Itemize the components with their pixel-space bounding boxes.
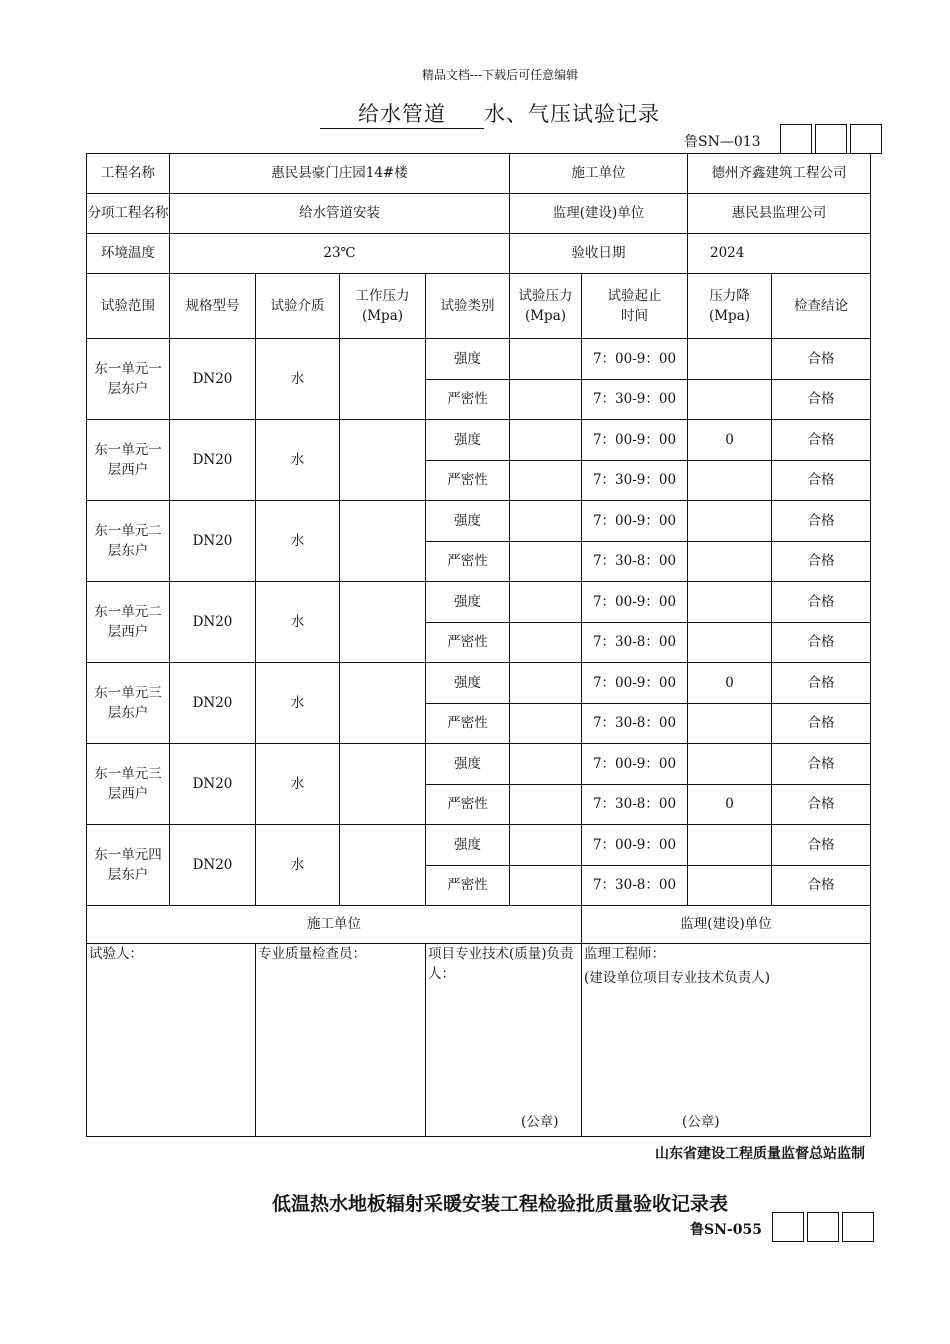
medium-cell: 水: [256, 582, 340, 663]
sub-project-label: 分项工程名称: [87, 194, 170, 234]
time-cell: 7：30-8：00: [582, 541, 688, 582]
next-code-box-2: [807, 1212, 839, 1242]
col-time-label: 试验起止: [607, 287, 662, 304]
constructor: 德州齐鑫建筑工程公司: [688, 154, 871, 194]
range-cell: [87, 420, 170, 501]
type-cell: 严密性: [426, 703, 510, 744]
table-row: [87, 501, 871, 542]
col-test-pressure-label: 试验压力: [518, 287, 573, 304]
col-drop-unit: (Mpa): [708, 308, 751, 324]
range-cell: [87, 663, 170, 744]
range-line-1: 东一单元三: [94, 765, 162, 782]
range-cell: [87, 825, 170, 906]
drop-cell: 0: [688, 784, 772, 825]
tester-cell: [87, 944, 256, 1137]
spec-cell: DN20: [170, 501, 256, 582]
range-line-2: 层西户: [107, 624, 149, 640]
col-type: 试验类别: [426, 274, 510, 339]
drop-cell: [688, 744, 772, 785]
drop-cell: 0: [688, 420, 772, 461]
time-cell: 7：30-8：00: [582, 784, 688, 825]
type-cell: 强度: [426, 663, 510, 704]
time-cell: 7：30-9：00: [582, 379, 688, 420]
drop-cell: [688, 501, 772, 542]
result-cell: 合格: [772, 622, 871, 663]
col-test-pressure-unit: (Mpa): [524, 308, 567, 324]
form-title: [320, 98, 660, 129]
range-line-1: 东一单元二: [94, 522, 162, 539]
test-pressure-cell: [510, 379, 582, 420]
result-cell: 合格: [772, 379, 871, 420]
tech-lead-label: 项目专业技术(质量)负责人：: [428, 946, 574, 983]
range-line-1: 东一单元一: [94, 441, 162, 458]
spec-cell: DN20: [170, 663, 256, 744]
supervision-unit-label: 监理(建设)单位: [582, 906, 871, 944]
range-cell: [87, 744, 170, 825]
time-cell: 7：30-8：00: [582, 622, 688, 663]
type-cell: 严密性: [426, 865, 510, 906]
spec-cell: DN20: [170, 582, 256, 663]
col-test-pressure: [510, 274, 582, 339]
result-cell: 合格: [772, 420, 871, 461]
medium-cell: 水: [256, 825, 340, 906]
medium-cell: 水: [256, 744, 340, 825]
test-pressure-cell: [510, 582, 582, 623]
range-line-1: 东一单元二: [94, 603, 162, 620]
header-note: 精品文档---下载后可任意编辑: [421, 68, 579, 82]
type-cell: 严密性: [426, 541, 510, 582]
result-cell: 合格: [772, 339, 871, 380]
temp: 23℃: [170, 234, 510, 274]
col-work-pressure-unit: (Mpa): [361, 308, 404, 324]
work-pressure-cell: [340, 825, 426, 906]
date: 2024: [688, 234, 871, 274]
col-drop-label: 压力降: [709, 287, 750, 304]
type-cell: 严密性: [426, 784, 510, 825]
temp-label: 环境温度: [87, 234, 170, 274]
test-record-table: [86, 153, 871, 1137]
time-cell: 7：30-9：00: [582, 460, 688, 501]
test-pressure-cell: [510, 501, 582, 542]
time-cell: 7：00-9：00: [582, 663, 688, 704]
spec-cell: DN20: [170, 825, 256, 906]
test-pressure-cell: [510, 744, 582, 785]
tech-lead-cell: [426, 944, 582, 1137]
table-row: [87, 825, 871, 866]
test-pressure-cell: [510, 825, 582, 866]
work-pressure-cell: [340, 339, 426, 420]
range-line-2: 层东户: [107, 705, 149, 721]
sub-project: 给水管道安装: [170, 194, 510, 234]
work-pressure-cell: [340, 501, 426, 582]
result-cell: 合格: [772, 784, 871, 825]
time-cell: 7：30-8：00: [582, 865, 688, 906]
type-cell: 强度: [426, 501, 510, 542]
drop-cell: [688, 582, 772, 623]
col-work-pressure: [340, 274, 426, 339]
issuing-org: 山东省建设工程质量监督总站监制: [655, 1146, 865, 1162]
drop-cell: 0: [688, 663, 772, 704]
range-line-2: 层西户: [107, 462, 149, 478]
test-pressure-cell: [510, 663, 582, 704]
spec-cell: DN20: [170, 420, 256, 501]
result-cell: 合格: [772, 541, 871, 582]
code-box-3: [850, 124, 882, 154]
col-range: 试验范围: [87, 274, 170, 339]
table-row: [87, 582, 871, 623]
next-code-box-1: [772, 1212, 804, 1242]
result-cell: 合格: [772, 744, 871, 785]
time-cell: 7：00-9：00: [582, 501, 688, 542]
title-suffix: 水、气压试验记录: [484, 102, 660, 126]
test-pressure-cell: [510, 865, 582, 906]
inspector-cell: [256, 944, 426, 1137]
work-pressure-cell: [340, 582, 426, 663]
result-cell: 合格: [772, 501, 871, 542]
next-form-code: 鲁SN-055: [690, 1222, 762, 1238]
range-line-1: 东一单元四: [94, 846, 162, 863]
drop-cell: [688, 541, 772, 582]
col-result: 检查结论: [772, 274, 871, 339]
code-box-2: [815, 124, 847, 154]
range-cell: [87, 582, 170, 663]
title-blank: 给水管道: [320, 98, 484, 129]
range-line-1: 东一单元三: [94, 684, 162, 701]
time-cell: 7：00-9：00: [582, 420, 688, 461]
type-cell: 严密性: [426, 460, 510, 501]
range-line-2: 层东户: [107, 381, 149, 397]
supervisor-engineer-cell: [582, 944, 871, 1137]
inspector-label: 专业质量检查员：: [258, 946, 366, 962]
col-work-pressure-label: 工作压力: [355, 287, 410, 304]
drop-cell: [688, 339, 772, 380]
col-time: [582, 274, 688, 339]
range-cell: [87, 501, 170, 582]
type-cell: 强度: [426, 420, 510, 461]
range-line-2: 层东户: [107, 867, 149, 883]
tester-label: 试验人：: [89, 946, 143, 962]
next-form-title: 低温热水地板辐射采暖安装工程检验批质量验收记录表: [271, 1193, 728, 1215]
project-name-label: 工程名称: [87, 154, 170, 194]
form-code: 鲁SN—013: [684, 134, 761, 150]
range-line-2: 层西户: [107, 786, 149, 802]
result-cell: 合格: [772, 703, 871, 744]
work-pressure-cell: [340, 663, 426, 744]
table-row: [87, 339, 871, 380]
time-cell: 7：00-9：00: [582, 582, 688, 623]
code-box-1: [780, 124, 812, 154]
supervisor-label: 监理(建设)单位: [510, 194, 688, 234]
medium-cell: 水: [256, 663, 340, 744]
project-name: 惠民县豪门庄园14#楼: [170, 154, 510, 194]
table-row: [87, 744, 871, 785]
result-cell: 合格: [772, 825, 871, 866]
col-medium: 试验介质: [256, 274, 340, 339]
medium-cell: 水: [256, 501, 340, 582]
test-pressure-cell: [510, 703, 582, 744]
drop-cell: [688, 825, 772, 866]
test-pressure-cell: [510, 460, 582, 501]
table-row: [87, 420, 871, 461]
test-pressure-cell: [510, 541, 582, 582]
col-time-label-2: 时间: [621, 308, 648, 324]
result-cell: 合格: [772, 663, 871, 704]
result-cell: 合格: [772, 865, 871, 906]
type-cell: 严密性: [426, 622, 510, 663]
date-label: 验收日期: [510, 234, 688, 274]
range-cell: [87, 339, 170, 420]
test-pressure-cell: [510, 420, 582, 461]
test-pressure-cell: [510, 784, 582, 825]
range-line-2: 层东户: [107, 543, 149, 559]
range-line-1: 东一单元一: [94, 360, 162, 377]
time-cell: 7：00-9：00: [582, 825, 688, 866]
work-pressure-cell: [340, 744, 426, 825]
time-cell: 7：00-9：00: [582, 339, 688, 380]
drop-cell: [688, 460, 772, 501]
time-cell: 7：30-8：00: [582, 703, 688, 744]
spec-cell: DN20: [170, 744, 256, 825]
construction-unit-label: 施工单位: [87, 906, 582, 944]
builder-tech-label: (建设单位项目专业技术负责人): [584, 970, 771, 987]
drop-cell: [688, 379, 772, 420]
type-cell: 强度: [426, 339, 510, 380]
type-cell: 强度: [426, 744, 510, 785]
result-cell: 合格: [772, 582, 871, 623]
result-cell: 合格: [772, 460, 871, 501]
spec-cell: DN20: [170, 339, 256, 420]
supervisor-engineer-label: 监理工程师：: [584, 946, 665, 962]
medium-cell: 水: [256, 420, 340, 501]
next-code-box-3: [842, 1212, 874, 1242]
drop-cell: [688, 703, 772, 744]
drop-cell: [688, 622, 772, 663]
work-pressure-cell: [340, 420, 426, 501]
type-cell: 强度: [426, 582, 510, 623]
seal-right: (公章): [682, 1113, 720, 1130]
constructor-label: 施工单位: [510, 154, 688, 194]
time-cell: 7：00-9：00: [582, 744, 688, 785]
supervisor: 惠民县监理公司: [688, 194, 871, 234]
medium-cell: 水: [256, 339, 340, 420]
drop-cell: [688, 865, 772, 906]
col-drop: [688, 274, 772, 339]
type-cell: 强度: [426, 825, 510, 866]
type-cell: 严密性: [426, 379, 510, 420]
test-pressure-cell: [510, 339, 582, 380]
col-spec: 规格型号: [170, 274, 256, 339]
table-row: [87, 663, 871, 704]
test-pressure-cell: [510, 622, 582, 663]
seal-left: (公章): [521, 1113, 559, 1130]
